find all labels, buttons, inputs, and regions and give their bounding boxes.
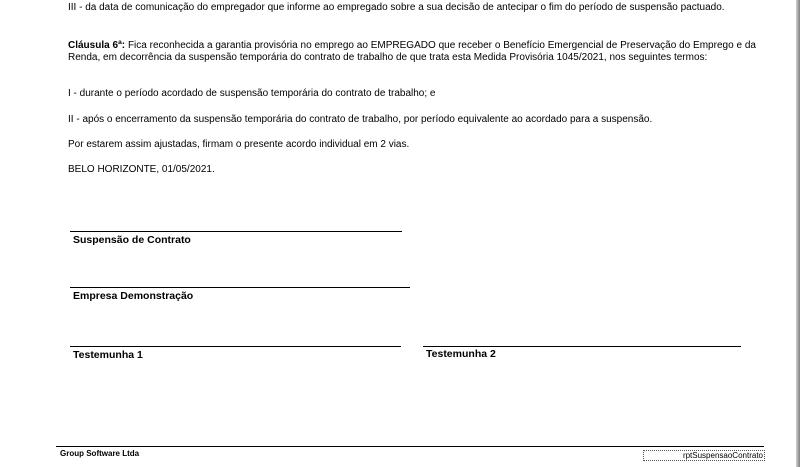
footer-report-name: rptSuspensaoContrato: [643, 450, 765, 461]
place-date: BELO HORIZONTE, 01/05/2021.: [68, 164, 215, 175]
clause-iii-paragraph: III - da data de comunicação do empregador que informe ao empregado sobre a sua decisão de antecipar o fim do período de suspensão pactuado.: [68, 2, 725, 13]
signature-line-witness2: [423, 346, 741, 347]
clause-6-paragraph: [68, 40, 756, 64]
footer-divider: [56, 446, 764, 447]
item-ii-paragraph: II - após o encerramento da suspensão temporária do contrato de trabalho, por período equivalente ao acordado para a suspensão.: [68, 114, 653, 125]
signature-line-company: [70, 287, 410, 288]
signature-label-company: Empresa Demonstração: [73, 290, 194, 302]
clause-6-text: Fica reconhecida a garantia provisória no emprego ao EMPREGADO que receber o Benefício Emergencial de Preservação do Emprego e da Renda, em decorrência da suspensão temporária do contrato de trabalho de que trata esta Medida Provisória 1045/2021, nos seguintes termos:: [68, 40, 756, 63]
signature-line-witness1: [70, 346, 401, 347]
closing-paragraph: Por estarem assim ajustadas, firmam o presente acordo individual em 2 vias.: [68, 139, 410, 150]
signature-label-witness1: Testemunha 1: [73, 349, 143, 361]
item-i-paragraph: I - durante o período acordado de suspensão temporária do contrato de trabalho; e: [68, 88, 436, 99]
signature-line-contract: [70, 231, 402, 232]
page-edge-shadow: [796, 0, 800, 467]
footer-company: Group Software Ltda: [60, 449, 140, 458]
clause-6-heading: Cláusula 6ª:: [68, 40, 126, 51]
signature-label-witness2: Testemunha 2: [426, 348, 496, 360]
signature-label-contract: Suspensão de Contrato: [73, 234, 191, 246]
